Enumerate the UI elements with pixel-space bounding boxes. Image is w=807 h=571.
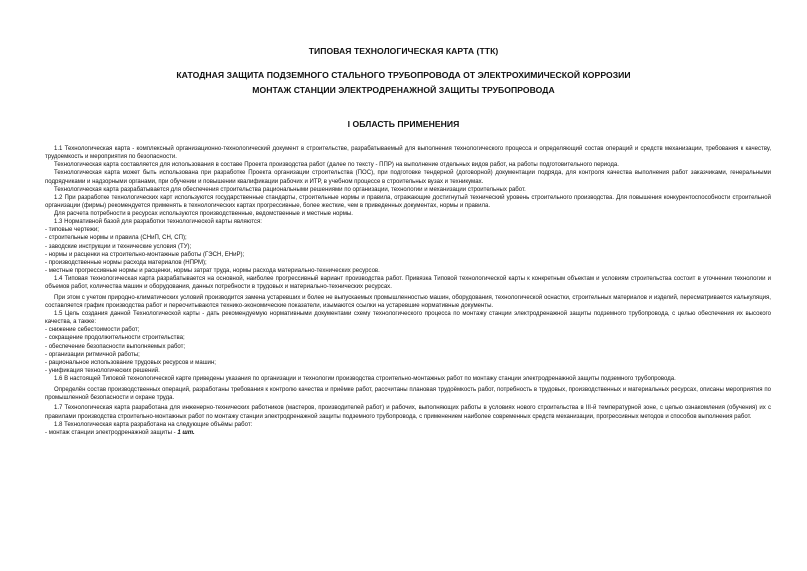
document-body bbox=[45, 145, 771, 437]
paragraph-1-5: 1.5 Цель создания данной Технологической карты - дать рекомендуемую нормативными документами схему технологического процесса по монтажу станции электродренажной защиты подземного трубопровода, с целью обеспечения их высокого качества, а также: bbox=[45, 311, 771, 326]
paragraph-purpose: Технологическая карта разрабатывается для обеспечения строительства рациональными решениями по организации, технологии и механизации строительных работ. bbox=[54, 186, 526, 193]
list-item: - обеспечение безопасности выполняемых работ; bbox=[45, 343, 186, 350]
list-item: - строительные нормы и правила (СНиП, СН, СП); bbox=[45, 235, 187, 242]
list-item: - организации ритмичной работы; bbox=[45, 351, 140, 358]
paragraph-norms: Для расчета потребности в ресурсах используются производственные, ведомственные и местные нормы. bbox=[54, 211, 353, 217]
paragraph-1-8: 1.8 Технологическая карта разработана на следующие объёмы работ: bbox=[54, 421, 253, 428]
document-subject-2: МОНТАЖ СТАНЦИИ ЭЛЕКТРОДРЕНАЖНОЙ ЗАЩИТЫ ТРУБОПРОВОДА bbox=[252, 85, 555, 95]
paragraph-1-1: 1.1 Технологическая карта - комплексный организационно-технологический документ в строительстве, разрабатываемый для выполнения технологического процесса и определяющий состав операций и средств механизации, требования к качеству, трудоемкость и мероприятия по безопасности. bbox=[45, 146, 771, 161]
list-item: - местные прогрессивные нормы и расценки, нормы затрат труда, нормы расхода материально-технических ресурсов. bbox=[45, 267, 380, 274]
list-item: - типовые чертежи; bbox=[45, 227, 99, 234]
list-item: - производственные нормы расхода материалов (НПРМ); bbox=[45, 259, 207, 266]
section-heading: I ОБЛАСТЬ ПРИМЕНЕНИЯ bbox=[347, 119, 460, 129]
list-item: - сокращение продолжительности строительства; bbox=[45, 335, 185, 342]
list-item: - заводские инструкции и технические условия (ТУ); bbox=[45, 243, 192, 250]
paragraph-1-6: 1.6 В настоящей Типовой технологической карте приведены указания по организации и технологии производства строительно-монтажных работ по монтажу станции электродренажной защиты подземного трубопровода. bbox=[54, 376, 676, 382]
paragraph-1-4: 1.4 Типовая технологическая карта разрабатывается на основной, наиболее прогрессивный вариант производства работ. Привязка Типовой технологической карты к конкретным объектам и условиям строительства состоит в уточнении технологии и объемов работ, количества машин и оборудования, данных потребности в трудовых и материально-технических ресурсах. bbox=[45, 276, 771, 291]
list-item: - рациональное использование трудовых ресурсов и машин; bbox=[45, 359, 216, 366]
paragraph-1-3: 1.3 Нормативной базой для разработки технологической карты являются: bbox=[54, 219, 262, 226]
list-item: - снижение себестоимости работ; bbox=[45, 327, 140, 334]
paragraph-operations: Определён состав производственных операций, разработаны требования к контролю качества и приёмке работ, рассчитаны плановая трудоёмкость работ, потребность в трудовых, производственных и материальных ресурсах, описаны мероприятия по промышленной безопасности и охране труда. bbox=[45, 386, 771, 401]
paragraph-climate: При этом с учетом природно-климатических условий производится замена устаревших и более не выпускаемых промышленностью машин, оборудования, технологической оснастки, строительных материалов и изделий, пересматривается калькуляция, составляется график производства работ и пересчитываются технико-экономические показатели, изымаются ссылки на устаревшие нормативные документы. bbox=[45, 294, 771, 309]
paragraph-1-7: 1.7 Технологическая карта разработана для инженерно-технических работников (мастеров, производителей работ) и рабочих, выполняющих работы в условиях нового строительства в III-й температурной зоне, с целью ознакомления (обучения) их с правилами производства строительно-монтажных работ по монтажу станции электродренажной защиты подземного трубопровода, с применением наиболее современных средств механизации, прогрессивных методов и способов выполнения работ. bbox=[45, 405, 771, 420]
volume-item-label: - монтаж станции электродренажной защиты - bbox=[45, 429, 178, 436]
volume-item bbox=[45, 429, 771, 437]
list-item: - нормы и расценки на строительно-монтажные работы (ГЭСН, ЕНиР); bbox=[45, 251, 245, 258]
paragraph-ppr: Технологическая карта составляется для использования в составе Проекта производства работ (далее по тексту - ППР) на выполнение отдельных видов работ, на работы подготовительного периода. bbox=[54, 162, 619, 169]
volume-item-value: 1 шт. bbox=[177, 429, 195, 436]
document-subject: КАТОДНАЯ ЗАЩИТА ПОДЗЕМНОГО СТАЛЬНОГО ТРУБОПРОВОДА ОТ ЭЛЕКТРОХИМИЧЕСКОЙ КОРРОЗИИ bbox=[176, 70, 631, 80]
list-item: - унификация технологических решений. bbox=[45, 367, 160, 374]
paragraph-1-2: 1.2 При разработке технологических карт используются государственные стандарты, строительные нормы и правила, отражающие достигнутый технический уровень строительного производства. Для повышения конкурентоспособности строительной организации (фирмы) рекомендуется применять в технологических картах прогрессивные, более жесткие, чем в приведенных документах, нормы и правила. bbox=[45, 194, 771, 209]
document-title: ТИПОВАЯ ТЕХНОЛОГИЧЕСКАЯ КАРТА (ТТК) bbox=[308, 46, 499, 56]
paragraph-pos: Технологическая карта может быть использована при разработке Проекта организации строительства (ПОС), при подготовке тендерной (договорной) документации подряда, для контроля качества выполнения работ заказчиками, генеральными подрядчиками и надзорными органами, при обучении и повышении квалификации рабочих и ИТР, в учебном процессе в строительных вузах и техникумах. bbox=[45, 170, 771, 185]
